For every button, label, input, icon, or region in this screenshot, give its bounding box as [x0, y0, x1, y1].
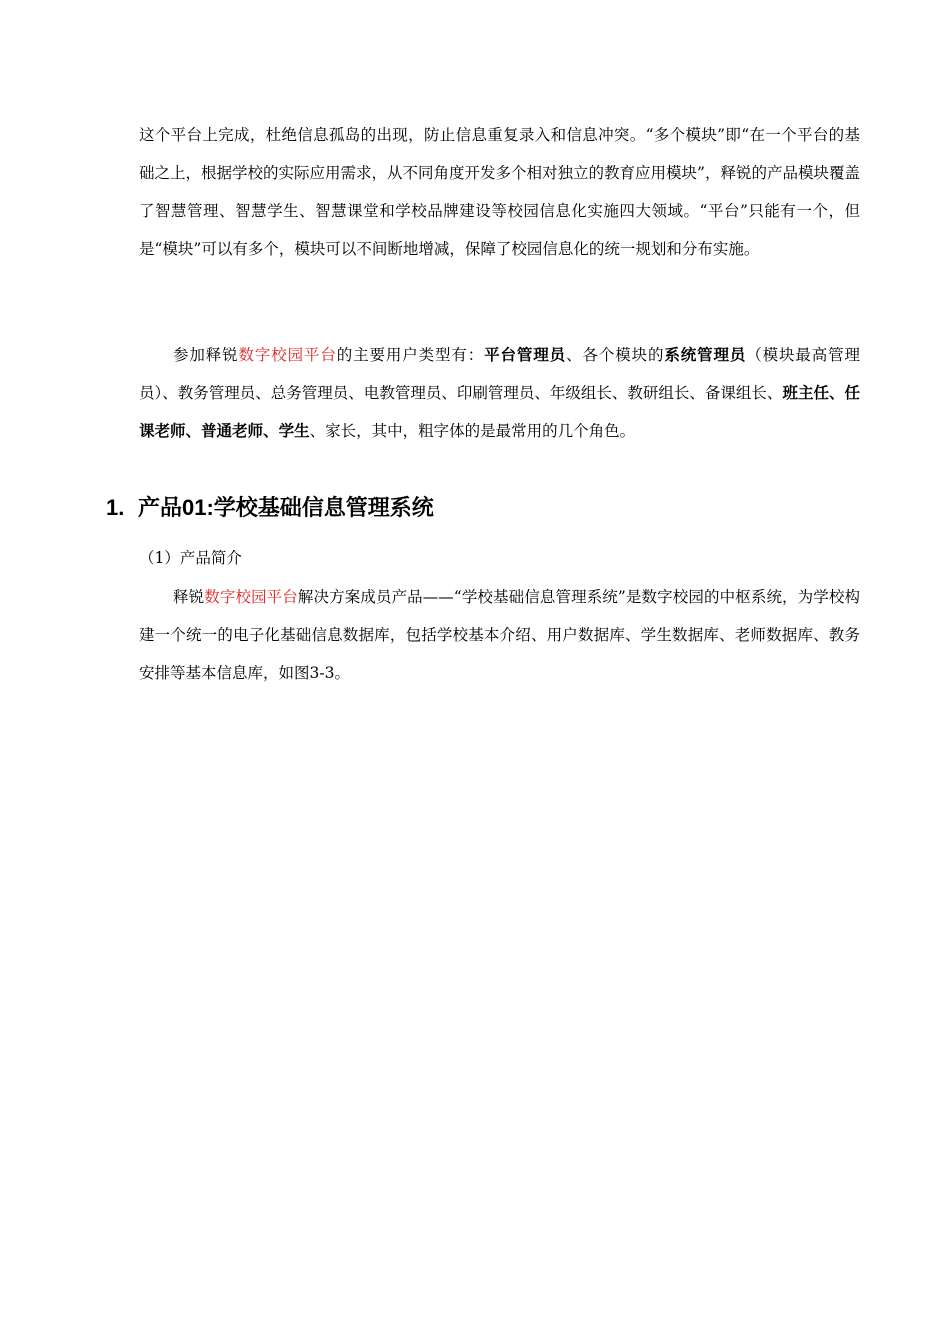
paragraph-text: 这个平台上完成，杜绝信息孤岛的出现，防止信息重复录入和信息冲突。“多个模块”即“在一个平台的基础之上，根据学校的实际应用需求，从不同角度开发多个相对独立的教育应用模块”，释锐的产品模块覆盖了智慧管理、智慧学生、智慧课堂和学校品牌建设等校园信息化实施四大领域。“平台”只能有一个，但是“模块”可以有多个，模块可以不间断地增减，保障了校园信息化的统一规划和分布实施。	[139, 126, 860, 258]
text-segment: 参加释锐	[173, 346, 239, 364]
highlight-digital-campus-platform: 数字校园平台	[238, 346, 337, 364]
paragraph-platform-modules	[139, 116, 860, 268]
text-segment: 、家长，其中，粗字体的是最常用的几个角色。	[309, 422, 636, 440]
subheading-product-intro	[139, 541, 242, 575]
bold-separator: 、	[828, 384, 845, 402]
text-segment: 、各个模块的	[566, 346, 665, 364]
text-segment: 的主要用户类型有：	[336, 346, 485, 364]
text-segment: 解决方案成员产品——“学校基础信息管理系统”是数字校园的中枢系统，为学校构建一个统一的电子化基础信息数据库，包括学校基本介绍、用户数据库、学生数据库、老师数据库、教务安排等基本信息库，如图3-3。	[139, 588, 860, 682]
bold-role-system-admin: 系统管理员	[664, 346, 747, 364]
bold-role-ordinary-teacher: 普通老师	[201, 422, 264, 440]
paragraph-product-description	[139, 578, 860, 692]
highlight-digital-campus-platform: 数字校园平台	[204, 588, 298, 606]
text-segment: （模块最高管理员）、教务管理员、总务管理员、电教管理员、印刷管理员、年级组长、教研组长、备课组长、	[139, 346, 860, 402]
paragraph-user-types	[139, 336, 860, 450]
bold-role-platform-admin: 平台管理员	[484, 346, 567, 364]
subheading-text: （1）产品简介	[139, 549, 242, 567]
heading-number: 1.	[106, 495, 125, 520]
bold-role-class-teacher: 班主任	[782, 384, 829, 402]
bold-separator: 、	[185, 422, 202, 440]
bold-role-subject-teacher: 任课老师	[139, 384, 860, 440]
bold-role-student: 学生	[278, 422, 310, 440]
bold-separator: 、	[263, 422, 279, 440]
section-heading	[106, 488, 434, 528]
text-segment: 释锐	[173, 588, 205, 606]
heading-title: 产品01:学校基础信息管理系统	[138, 495, 434, 520]
